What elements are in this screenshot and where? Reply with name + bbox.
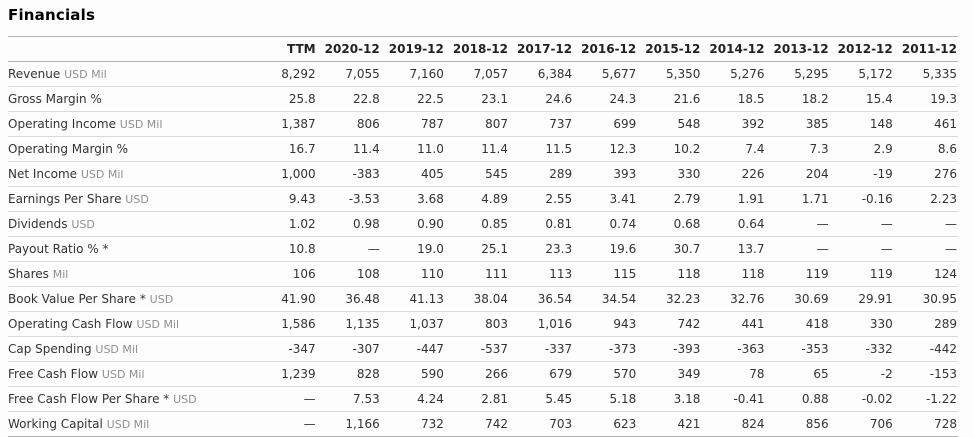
- cell-value: 148: [830, 112, 894, 137]
- cell-value: 0.64: [701, 212, 765, 237]
- cell-value: 78: [701, 362, 765, 387]
- cell-value: 699: [573, 112, 637, 137]
- cell-value: —: [317, 237, 381, 262]
- cell-value: 8.6: [894, 137, 958, 162]
- column-header: 2011-12: [894, 37, 958, 62]
- cell-value: 0.85: [445, 212, 509, 237]
- row-label: [8, 187, 253, 212]
- row-label: [8, 362, 253, 387]
- row-label-text: Book Value Per Share *: [8, 292, 146, 306]
- cell-value: 30.7: [637, 237, 701, 262]
- row-label: [8, 412, 253, 437]
- cell-value: 0.88: [766, 387, 830, 412]
- cell-value: 21.6: [637, 87, 701, 112]
- row-unit-text: USD: [149, 293, 174, 306]
- cell-value: -332: [830, 337, 894, 362]
- cell-value: -0.02: [830, 387, 894, 412]
- row-label: [8, 312, 253, 337]
- cell-value: 623: [573, 412, 637, 437]
- cell-value: 34.54: [573, 287, 637, 312]
- cell-value: 41.90: [253, 287, 317, 312]
- cell-value: 742: [637, 312, 701, 337]
- cell-value: 276: [894, 162, 958, 187]
- cell-value: 110: [381, 262, 445, 287]
- cell-value: 226: [701, 162, 765, 187]
- cell-value: 5,350: [637, 62, 701, 87]
- cell-value: 7,160: [381, 62, 445, 87]
- row-label: [8, 262, 253, 287]
- cell-value: 803: [445, 312, 509, 337]
- cell-value: 38.04: [445, 287, 509, 312]
- cell-value: 119: [830, 262, 894, 287]
- cell-value: 30.95: [894, 287, 958, 312]
- cell-value: -1.22: [894, 387, 958, 412]
- column-header: 2015-12: [637, 37, 701, 62]
- cell-value: 4.89: [445, 187, 509, 212]
- cell-value: 118: [637, 262, 701, 287]
- row-label: [8, 387, 253, 412]
- cell-value: 24.6: [509, 87, 573, 112]
- cell-value: 349: [637, 362, 701, 387]
- table-row: [8, 312, 958, 337]
- row-unit-text: USD Mil: [136, 318, 180, 331]
- cell-value: 828: [317, 362, 381, 387]
- cell-value: 23.3: [509, 237, 573, 262]
- table-row: [8, 187, 958, 212]
- cell-value: -19: [830, 162, 894, 187]
- cell-value: 10.8: [253, 237, 317, 262]
- row-label-header: [8, 37, 253, 62]
- cell-value: 824: [701, 412, 765, 437]
- cell-value: —: [894, 237, 958, 262]
- cell-value: 30.69: [766, 287, 830, 312]
- cell-value: 330: [637, 162, 701, 187]
- table-row: [8, 387, 958, 412]
- cell-value: 728: [894, 412, 958, 437]
- cell-value: 118: [701, 262, 765, 287]
- row-label: [8, 112, 253, 137]
- cell-value: -537: [445, 337, 509, 362]
- column-header: 2018-12: [445, 37, 509, 62]
- cell-value: -393: [637, 337, 701, 362]
- cell-value: 18.5: [701, 87, 765, 112]
- cell-value: -363: [701, 337, 765, 362]
- table-row: [8, 112, 958, 137]
- cell-value: 65: [766, 362, 830, 387]
- row-unit-text: USD Mil: [80, 168, 124, 181]
- table-row: [8, 237, 958, 262]
- table-row: [8, 62, 958, 87]
- cell-value: 25.8: [253, 87, 317, 112]
- table-row: [8, 287, 958, 312]
- cell-value: 19.6: [573, 237, 637, 262]
- cell-value: 289: [894, 312, 958, 337]
- cell-value: 806: [317, 112, 381, 137]
- cell-value: 266: [445, 362, 509, 387]
- cell-value: 113: [509, 262, 573, 287]
- row-label: [8, 137, 253, 162]
- row-label: [8, 87, 253, 112]
- row-unit-text: USD Mil: [106, 418, 150, 431]
- cell-value: —: [766, 212, 830, 237]
- cell-value: 2.9: [830, 137, 894, 162]
- cell-value: 1.71: [766, 187, 830, 212]
- cell-value: 2.23: [894, 187, 958, 212]
- cell-value: 461: [894, 112, 958, 137]
- row-label: [8, 162, 253, 187]
- row-label-text: Gross Margin %: [8, 92, 102, 106]
- cell-value: 405: [381, 162, 445, 187]
- cell-value: 7.3: [766, 137, 830, 162]
- row-label-text: Payout Ratio % *: [8, 242, 109, 256]
- cell-value: 0.98: [317, 212, 381, 237]
- cell-value: 1.91: [701, 187, 765, 212]
- row-unit-text: USD: [71, 218, 95, 231]
- row-unit-text: USD Mil: [119, 118, 163, 131]
- cell-value: 548: [637, 112, 701, 137]
- cell-value: —: [766, 237, 830, 262]
- cell-value: 545: [445, 162, 509, 187]
- cell-value: -383: [317, 162, 381, 187]
- cell-value: -0.41: [701, 387, 765, 412]
- cell-value: 7,057: [445, 62, 509, 87]
- cell-value: 330: [830, 312, 894, 337]
- cell-value: 742: [445, 412, 509, 437]
- cell-value: 1,135: [317, 312, 381, 337]
- row-unit-text: USD Mil: [95, 343, 138, 356]
- cell-value: 36.54: [509, 287, 573, 312]
- cell-value: 11.4: [445, 137, 509, 162]
- cell-value: 6,384: [509, 62, 573, 87]
- cell-value: 18.2: [766, 87, 830, 112]
- cell-value: 393: [573, 162, 637, 187]
- cell-value: 856: [766, 412, 830, 437]
- cell-value: 5,295: [766, 62, 830, 87]
- cell-value: -3.53: [317, 187, 381, 212]
- cell-value: 392: [701, 112, 765, 137]
- row-label-text: Operating Margin %: [8, 142, 129, 156]
- row-label: [8, 62, 253, 87]
- table-row: [8, 162, 958, 187]
- header-row: [8, 37, 958, 62]
- cell-value: -447: [381, 337, 445, 362]
- row-label-text: Operating Income: [8, 117, 116, 131]
- column-header: 2016-12: [573, 37, 637, 62]
- cell-value: 807: [445, 112, 509, 137]
- row-label-text: Operating Cash Flow: [8, 317, 133, 331]
- cell-value: 1,239: [253, 362, 317, 387]
- cell-value: 732: [381, 412, 445, 437]
- table-row: [8, 362, 958, 387]
- cell-value: 0.74: [573, 212, 637, 237]
- cell-value: 5,335: [894, 62, 958, 87]
- cell-value: 7.53: [317, 387, 381, 412]
- cell-value: —: [894, 212, 958, 237]
- cell-value: 111: [445, 262, 509, 287]
- cell-value: 32.76: [701, 287, 765, 312]
- cell-value: 3.41: [573, 187, 637, 212]
- cell-value: -373: [573, 337, 637, 362]
- cell-value: 19.0: [381, 237, 445, 262]
- row-unit-text: USD Mil: [101, 368, 145, 381]
- cell-value: 7,055: [317, 62, 381, 87]
- column-header: 2017-12: [509, 37, 573, 62]
- cell-value: 2.55: [509, 187, 573, 212]
- table-body: [8, 62, 958, 437]
- cell-value: 10.2: [637, 137, 701, 162]
- cell-value: —: [830, 212, 894, 237]
- row-label-text: Cap Spending: [8, 342, 92, 356]
- cell-value: 19.3: [894, 87, 958, 112]
- cell-value: 7.4: [701, 137, 765, 162]
- cell-value: 106: [253, 262, 317, 287]
- cell-value: 679: [509, 362, 573, 387]
- table-row: [8, 337, 958, 362]
- cell-value: 5,172: [830, 62, 894, 87]
- cell-value: 1,387: [253, 112, 317, 137]
- cell-value: 12.3: [573, 137, 637, 162]
- cell-value: 441: [701, 312, 765, 337]
- cell-value: -2: [830, 362, 894, 387]
- cell-value: 1,016: [509, 312, 573, 337]
- cell-value: 16.7: [253, 137, 317, 162]
- table-row: [8, 262, 958, 287]
- table-row: [8, 212, 958, 237]
- cell-value: 5,276: [701, 62, 765, 87]
- column-header: 2013-12: [766, 37, 830, 62]
- row-unit-text: USD Mil: [64, 68, 107, 81]
- cell-value: 703: [509, 412, 573, 437]
- cell-value: 1,586: [253, 312, 317, 337]
- cell-value: 0.90: [381, 212, 445, 237]
- cell-value: 5.18: [573, 387, 637, 412]
- row-label-text: Working Capital: [8, 417, 103, 431]
- cell-value: 289: [509, 162, 573, 187]
- cell-value: —: [830, 237, 894, 262]
- page-title: Financials: [8, 6, 96, 24]
- cell-value: 590: [381, 362, 445, 387]
- cell-value: 3.18: [637, 387, 701, 412]
- cell-value: -347: [253, 337, 317, 362]
- row-label-text: Shares: [8, 267, 49, 281]
- row-label-text: Revenue: [8, 67, 61, 81]
- cell-value: 1,000: [253, 162, 317, 187]
- row-unit-text: USD: [125, 193, 149, 206]
- cell-value: -442: [894, 337, 958, 362]
- cell-value: 25.1: [445, 237, 509, 262]
- cell-value: 2.81: [445, 387, 509, 412]
- cell-value: 22.8: [317, 87, 381, 112]
- cell-value: 5.45: [509, 387, 573, 412]
- financials-table: [8, 36, 958, 437]
- cell-value: 0.68: [637, 212, 701, 237]
- cell-value: 8,292: [253, 62, 317, 87]
- cell-value: 36.48: [317, 287, 381, 312]
- row-label: [8, 237, 253, 262]
- cell-value: 1.02: [253, 212, 317, 237]
- cell-value: -337: [509, 337, 573, 362]
- cell-value: 11.5: [509, 137, 573, 162]
- cell-value: 23.1: [445, 87, 509, 112]
- cell-value: 385: [766, 112, 830, 137]
- cell-value: 737: [509, 112, 573, 137]
- cell-value: 3.68: [381, 187, 445, 212]
- row-label-text: Earnings Per Share: [8, 192, 122, 206]
- row-label: [8, 337, 253, 362]
- row-unit-text: USD: [173, 393, 197, 406]
- cell-value: 418: [766, 312, 830, 337]
- cell-value: -153: [894, 362, 958, 387]
- cell-value: —: [253, 412, 317, 437]
- column-header: TTM: [253, 37, 317, 62]
- cell-value: 115: [573, 262, 637, 287]
- cell-value: 5,677: [573, 62, 637, 87]
- cell-value: -353: [766, 337, 830, 362]
- column-header: 2012-12: [830, 37, 894, 62]
- cell-value: 706: [830, 412, 894, 437]
- row-label-text: Net Income: [8, 167, 78, 181]
- column-header: 2019-12: [381, 37, 445, 62]
- cell-value: 787: [381, 112, 445, 137]
- row-label-text: Free Cash Flow Per Share *: [8, 392, 170, 406]
- cell-value: 2.79: [637, 187, 701, 212]
- cell-value: 4.24: [381, 387, 445, 412]
- row-label: [8, 212, 253, 237]
- cell-value: 32.23: [637, 287, 701, 312]
- cell-value: 1,166: [317, 412, 381, 437]
- row-label-text: Dividends: [8, 217, 68, 231]
- cell-value: -307: [317, 337, 381, 362]
- table-row: [8, 137, 958, 162]
- cell-value: 11.0: [381, 137, 445, 162]
- cell-value: 24.3: [573, 87, 637, 112]
- cell-value: 570: [573, 362, 637, 387]
- row-label: [8, 287, 253, 312]
- column-header: 2020-12: [317, 37, 381, 62]
- cell-value: 124: [894, 262, 958, 287]
- table-row: [8, 412, 958, 437]
- cell-value: 0.81: [509, 212, 573, 237]
- cell-value: 22.5: [381, 87, 445, 112]
- cell-value: 13.7: [701, 237, 765, 262]
- cell-value: 15.4: [830, 87, 894, 112]
- cell-value: 11.4: [317, 137, 381, 162]
- cell-value: 29.91: [830, 287, 894, 312]
- cell-value: 108: [317, 262, 381, 287]
- row-label-text: Free Cash Flow: [8, 367, 99, 381]
- row-unit-text: Mil: [52, 268, 69, 281]
- cell-value: 119: [766, 262, 830, 287]
- cell-value: 9.43: [253, 187, 317, 212]
- cell-value: —: [253, 387, 317, 412]
- cell-value: 204: [766, 162, 830, 187]
- cell-value: -0.16: [830, 187, 894, 212]
- cell-value: 41.13: [381, 287, 445, 312]
- column-header: 2014-12: [701, 37, 765, 62]
- cell-value: 1,037: [381, 312, 445, 337]
- cell-value: 421: [637, 412, 701, 437]
- cell-value: 943: [573, 312, 637, 337]
- table-row: [8, 87, 958, 112]
